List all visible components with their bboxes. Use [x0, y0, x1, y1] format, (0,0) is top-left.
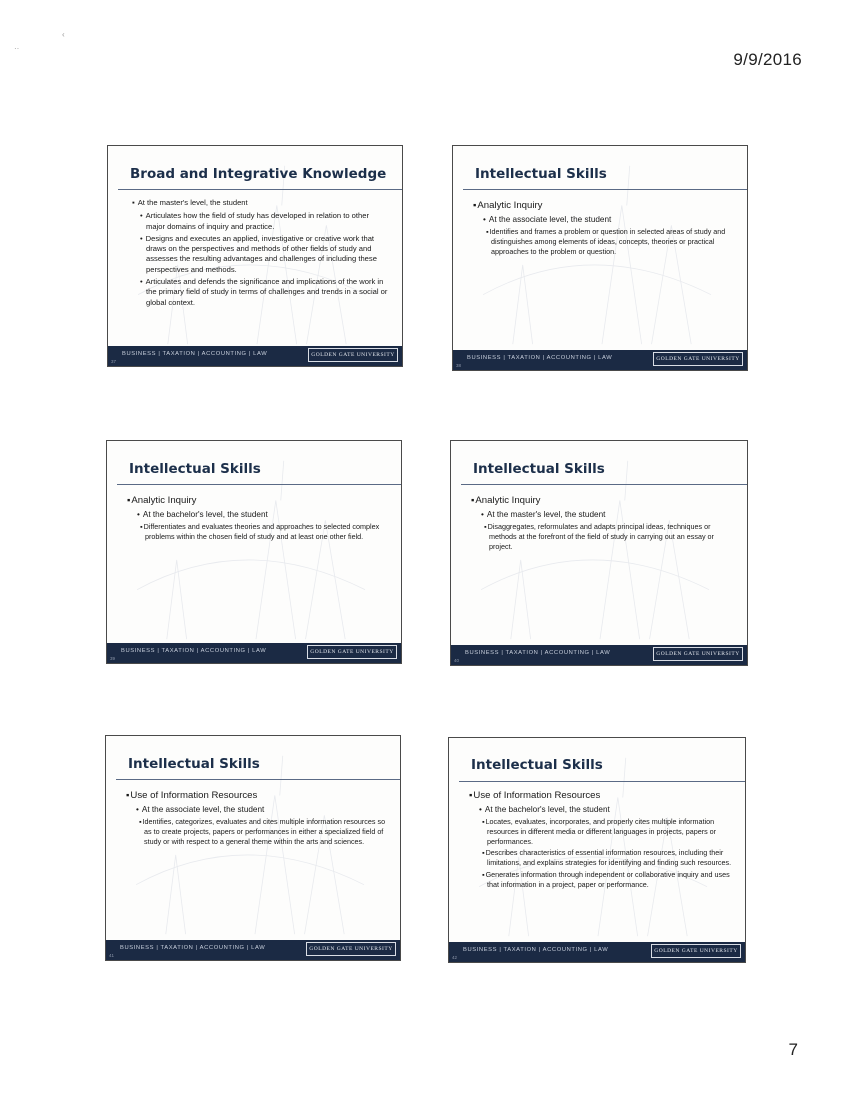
- slide-title: Intellectual Skills: [128, 756, 260, 772]
- slide-body: [126, 790, 388, 848]
- slide-footer: [108, 346, 402, 366]
- university-logo: GOLDEN GATE UNIVERSITY: [651, 944, 741, 958]
- level-statement: • At the master's level, the student: [471, 509, 735, 520]
- outcome-item: • Articulates how the field of study has developed in relation to other major domains of inquiry and practice.: [128, 211, 390, 232]
- slide-number: 37: [111, 359, 117, 364]
- title-divider: [459, 781, 745, 782]
- slide-body: [473, 200, 735, 258]
- footer-disciplines: BUSINESS | TAXATION | ACCOUNTING | LAW: [120, 945, 266, 951]
- scan-mark: ‹: [62, 30, 65, 39]
- slide-title: Intellectual Skills: [473, 461, 605, 477]
- level-statement: • At the associate level, the student: [473, 214, 735, 225]
- skill-heading: ▪ Analytic Inquiry: [473, 200, 735, 212]
- slide-40: [450, 440, 748, 666]
- outcome-item: ▪ Differentiates and evaluates theories and approaches to selected complex problems within the chosen field of study and at least one other field.: [127, 522, 389, 542]
- outcome-item: ▪ Describes characteristics of essential information resources, including their limitations, and explains strategies for identifying and finding such resources.: [469, 848, 733, 868]
- slide-body: [471, 495, 735, 553]
- slide-37: [107, 145, 403, 367]
- skill-heading: ▪ Use of Information Resources: [126, 790, 388, 802]
- footer-disciplines: BUSINESS | TAXATION | ACCOUNTING | LAW: [121, 648, 267, 654]
- slide-footer: [107, 643, 401, 663]
- title-divider: [117, 484, 401, 485]
- level-statement: ▪ At the master's level, the student: [128, 198, 390, 208]
- slide-body: [127, 495, 389, 544]
- slide-title: Intellectual Skills: [475, 166, 607, 182]
- slide-number: 38: [456, 363, 462, 368]
- university-logo: GOLDEN GATE UNIVERSITY: [306, 942, 396, 956]
- level-statement: • At the bachelor's level, the student: [469, 804, 733, 815]
- university-logo: GOLDEN GATE UNIVERSITY: [307, 645, 397, 659]
- slide-footer: [453, 350, 747, 370]
- slide-38: [452, 145, 748, 371]
- slide-number: 40: [454, 658, 460, 663]
- slide-number: 42: [452, 955, 458, 960]
- level-statement: • At the bachelor's level, the student: [127, 509, 389, 520]
- slide-title: Broad and Integrative Knowledge: [130, 166, 387, 182]
- outcome-item: ▪ Locates, evaluates, incorporates, and properly cites multiple information resources in different media or different languages in projects, papers or performances.: [469, 817, 733, 846]
- slide-title: Intellectual Skills: [129, 461, 261, 477]
- outcome-item: ▪ Disaggregates, reformulates and adapts principal ideas, techniques or methods at the forefront of the field of study in carrying out an essay or project.: [471, 522, 735, 551]
- slide-body: [128, 198, 390, 310]
- slide-body: [469, 790, 733, 892]
- outcome-item: ▪ Identifies and frames a problem or question in selected areas of study and distinguishes among elements of ideas, concepts, theories or practical approaches to the problem or question.: [473, 227, 735, 256]
- footer-disciplines: BUSINESS | TAXATION | ACCOUNTING | LAW: [467, 355, 613, 361]
- outcome-item: • Articulates and defends the significance and implications of the work in the primary field of study in terms of challenges and trends in a social or global context.: [128, 277, 390, 308]
- slide-number: 41: [109, 953, 115, 958]
- page-number: 7: [788, 1040, 798, 1059]
- university-logo: GOLDEN GATE UNIVERSITY: [653, 352, 743, 366]
- skill-heading: ▪ Analytic Inquiry: [471, 495, 735, 507]
- title-divider: [116, 779, 400, 780]
- title-divider: [118, 189, 402, 190]
- outcome-item: ▪ Generates information through independent or collaborative inquiry and uses that information in a project, paper or performance.: [469, 870, 733, 890]
- page-date: 9/9/2016: [733, 50, 802, 69]
- scan-mark: ··: [14, 44, 20, 53]
- slide-number: 39: [110, 656, 116, 661]
- slide-footer: [451, 645, 747, 665]
- title-divider: [461, 484, 747, 485]
- slide-42: [448, 737, 746, 963]
- footer-disciplines: BUSINESS | TAXATION | ACCOUNTING | LAW: [463, 947, 609, 953]
- slide-39: [106, 440, 402, 664]
- skill-heading: ▪ Use of Information Resources: [469, 790, 733, 802]
- slide-title: Intellectual Skills: [471, 757, 603, 773]
- slide-footer: [449, 942, 745, 962]
- university-logo: GOLDEN GATE UNIVERSITY: [308, 348, 398, 362]
- university-logo: GOLDEN GATE UNIVERSITY: [653, 647, 743, 661]
- skill-heading: ▪ Analytic Inquiry: [127, 495, 389, 507]
- slide-footer: [106, 940, 400, 960]
- slide-41: [105, 735, 401, 961]
- outcome-item: • Designs and executes an applied, investigative or creative work that draws on the perspectives and methods of other fields of study and assesses the resulting advantages and challenges of including these perspectives and methods.: [128, 234, 390, 275]
- title-divider: [463, 189, 747, 190]
- footer-disciplines: BUSINESS | TAXATION | ACCOUNTING | LAW: [122, 351, 268, 357]
- outcome-item: ▪ Identifies, categorizes, evaluates and cites multiple information resources so as to create projects, papers or performances in either a specialized field of study or with respect to a general theme within the arts and sciences.: [126, 817, 388, 846]
- level-statement: • At the associate level, the student: [126, 804, 388, 815]
- footer-disciplines: BUSINESS | TAXATION | ACCOUNTING | LAW: [465, 650, 611, 656]
